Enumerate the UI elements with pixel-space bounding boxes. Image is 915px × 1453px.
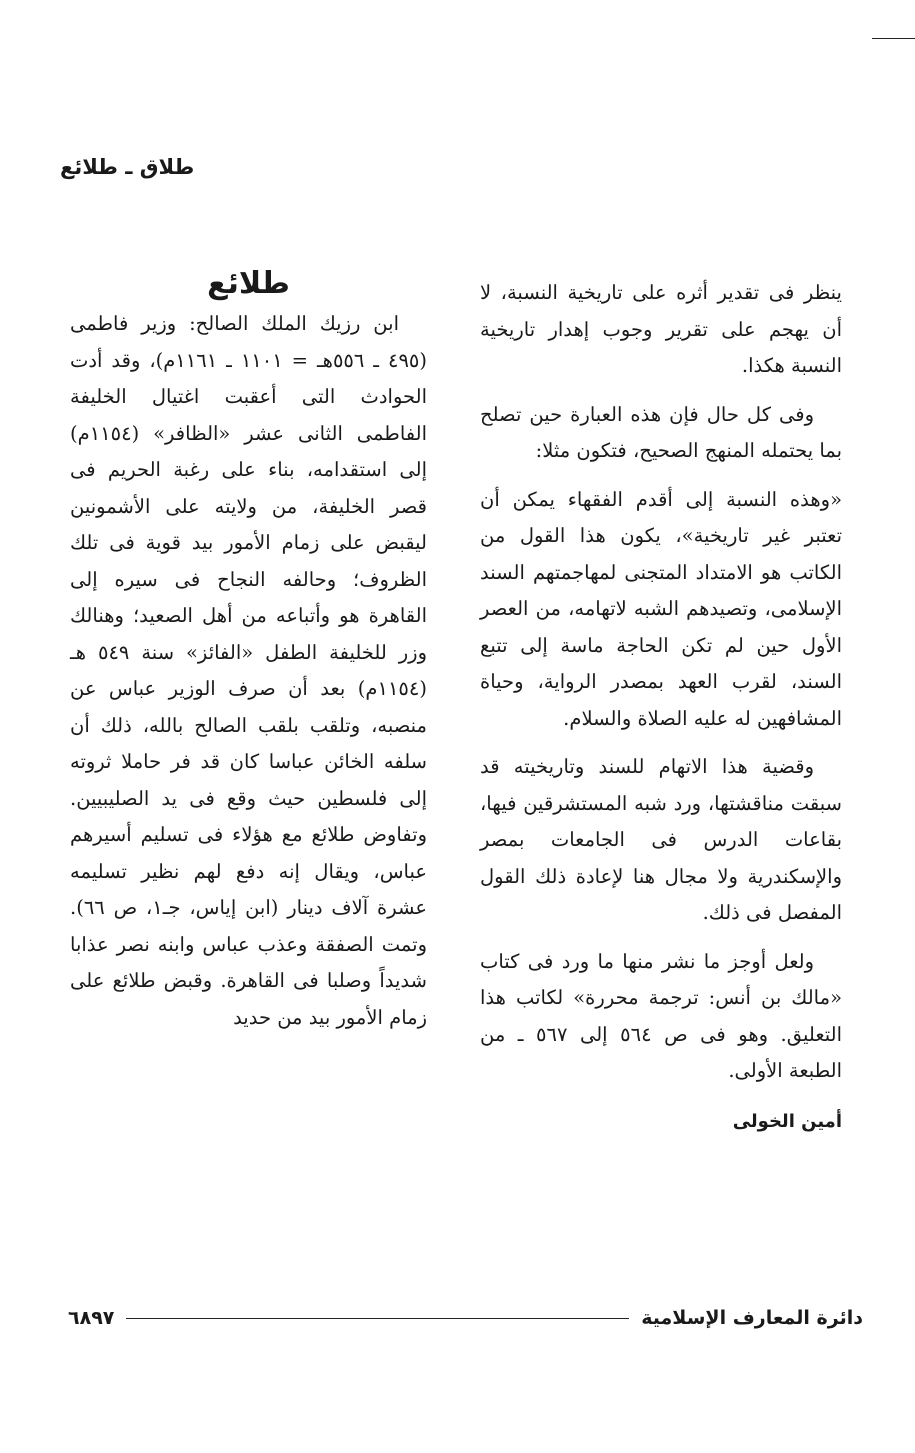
paragraph: وفى كل حال فإن هذه العبارة حين تصلح بما يحتمله المنهج الصحيح، فتكون مثلا: bbox=[480, 402, 842, 462]
right-column bbox=[480, 275, 842, 1140]
running-header: طلاق ـ طلائع bbox=[60, 155, 195, 179]
entry-body: ابن رزيك الملك الصالح: وزير فاطمى (٤٩٥ ـ ٥٥٦هـ = ١١٠١ ـ ١١٦١م)، وقد أدت الحوادث التى أعقبت اغتيال الخليفة الفاطمى الثانى عشر «الظافر» (١١٥٤م) إلى استقدامه، بناء على رغبة الحريم فى قصر الخليفة، من ولايته على الأشمونين ليقبض على زمام الأمور بيد قوية فى تلك الظروف؛ وحالفه النجاح فى سيره إلى القاهرة هو وأتباعه من أهل الصعيد؛ وهنالك وزر للخليفة الطفل «الفائز» سنة ٥٤٩ هـ (١١٥٤م) بعد أن صرف الوزير عباس عن منصبه، وتلقب بلقب الصالح بالله، ذلك أن سلفه الخائن عباسا كان قد فر حاملا ثروته إلى فلسطين حيث وقع فى يد الصليبيين. وتفاوض طلائع مع هؤلاء فى تسليم أسيرهم عباس، ويقال إنه دفع لهم نظير تسليمه عشرة آلاف دينار (ابن إياس، جـ١، ص ٦٦). وتمت الصفقة وعذب عباس وابنه نصر عذابا شديداً وصلبا فى القاهرة. وقبض طلائع على زمام الأمور بيد من حديد bbox=[70, 312, 427, 1029]
paragraph: ولعل أوجز ما نشر منها ما ورد فى كتاب «مالك بن أنس: ترجمة محررة» لكاتب هذا التعليق. وهو فى ص ٥٦٤ إلى ٥٦٧ ـ من الطبعة الأولى. bbox=[480, 949, 842, 1082]
page-footer bbox=[68, 1298, 863, 1338]
footer-rule bbox=[126, 1318, 629, 1319]
paragraph: ينظر فى تقدير أثره على تاريخية النسبة، لا أن يهجم على تقرير وجوب إهدار تاريخية النسبة هكذا. bbox=[480, 281, 842, 377]
top-rule bbox=[872, 38, 915, 39]
publication-name: دائرة المعارف الإسلامية bbox=[641, 1307, 863, 1329]
paragraph: وقضية هذا الاتهام للسند وتاريخيته قد سبقت مناقشتها، ورد شبه المستشرقين فيها، بقاعات الدرس فى الجامعات بمصر والإسكندرية ولا مجال هنا لإعادة ذلك القول المفصل فى ذلك. bbox=[480, 755, 842, 924]
author-signature: أمين الخولى bbox=[732, 1110, 842, 1132]
paragraph: «وهذه النسبة إلى أقدم الفقهاء يمكن أن تعتبر غير تاريخية»، يكون هذا القول من الكاتب هو الامتداد المتجنى لمهاجمتهم السند الإسلامى، وتصيدهم الشبه لاتهامه، من العصر الأول حين لم تكن الحاجة ماسة إلى تتبع السند، لقرب العهد بمصدر الرواية، وحياة المشافهين له عليه الصلاة والسلام. bbox=[480, 487, 842, 730]
left-column bbox=[70, 262, 427, 1036]
entry-title: طلائع bbox=[207, 266, 290, 301]
page-number: ٦٨٩٧ bbox=[68, 1307, 115, 1329]
